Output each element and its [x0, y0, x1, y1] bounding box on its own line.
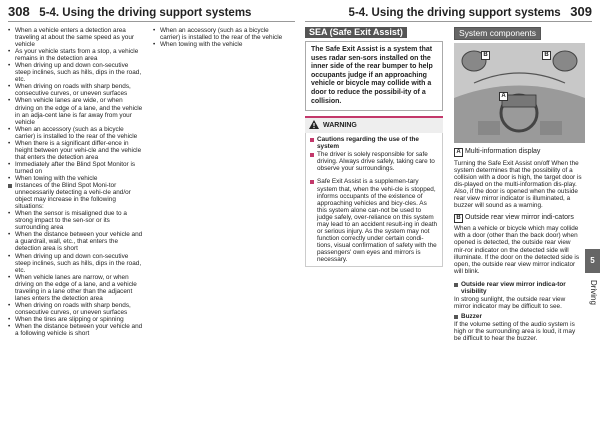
- warning-header: [305, 116, 443, 133]
- left-header: [8, 4, 251, 19]
- column-3: [305, 27, 443, 267]
- callout-b-left: B: [481, 51, 490, 60]
- warning-box: [305, 133, 443, 267]
- list-item: • When driving on roads with sharp bends, consecutive curves, or uneven surfaces: [8, 83, 143, 97]
- left-section-title: 5-4. Using the driving support systems: [39, 7, 252, 19]
- right-header: [349, 4, 592, 19]
- system-components-title: System components: [454, 27, 541, 40]
- list-item: • When there is a significant differ-ence in height between your vehi-cle and the vehicle that enters the detection area: [8, 140, 143, 161]
- right-header-rule: [305, 21, 592, 22]
- list-item: • When a vehicle enters a detection area traveling at about the same speed as your vehicle: [8, 27, 143, 48]
- list-item: • When vehicle lanes are wide, or when driving on the edge of a lane, and the vehicle in an adja-cent lane is far away from your vehicle: [8, 97, 143, 125]
- list-item: • When an accessory (such as a bicycle carrier) is installed to the rear of the vehicle: [153, 27, 288, 41]
- component-b-title: Outside rear view mirror indi-cators: [464, 214, 574, 222]
- right-page-number: 309: [570, 4, 592, 19]
- component-b-text: When a vehicle or bicycle which may collide with a door (other than the back door) when opened is detected, the outside rear view mir-ror indicator on the detected side will illuminate. If the door on the detected side is open, the outside rear view mirror indicator will blink.: [454, 225, 580, 275]
- component-a-heading: [454, 148, 582, 157]
- left-page-number: 308: [8, 4, 30, 19]
- left-header-rule: [8, 21, 295, 22]
- warning-label: WARNING: [323, 122, 357, 130]
- list-item: • When driving on roads with sharp bends, consecutive curves, or uneven surfaces: [8, 302, 143, 316]
- caution-item: Safe Exit Assist is a supplemen-tary system that, when the vehi-cle is stopped, informs occupants of the existence of approaching vehicles and bicy-cles. As this system alone can-not be used to judge safely, over-reliance on this system may lead to an accident result-ing in death or serious injury. As the system may not function correctly under certain condi-tions, visual confirmation of safety with the passengers' own eyes and mirrors is necessary.: [310, 178, 438, 263]
- list-item: • When towing with the vehicle: [153, 41, 288, 48]
- warning-triangle-icon: [309, 120, 319, 131]
- list-item: • When the distance between your vehicle and a guardrail, wall, etc., that enters the detection area is short: [8, 231, 143, 252]
- list-item: • When driving up and down con-secutive steep inclines, such as hills, dips in the road, etc.: [8, 253, 143, 274]
- column-4: [454, 27, 582, 342]
- list-item: • As your vehicle starts from a stop, a vehicle remains in the detection area: [8, 48, 143, 62]
- list-item: • When vehicle lanes are narrow, or when driving on the edge of a lane, and a vehicle traveling in a lane other than the adjacent lanes enters the detection area: [8, 274, 143, 302]
- visibility-text: In strong sunlight, the outside rear view mirror indicator may be difficult to see.: [454, 295, 566, 310]
- column-1: [8, 27, 143, 337]
- label-b-box: B: [454, 214, 463, 223]
- detection-list-2: [8, 210, 143, 337]
- list-item: • When an accessory (such as a bicycle carrier) is installed to the rear of the vehicle: [8, 126, 143, 140]
- list-item: • When the sensor is misaligned due to a strong impact to the sen-sor or its surrounding area: [8, 210, 143, 231]
- component-b-heading: [454, 213, 582, 223]
- caution-title: Cautions regarding the use of the system: [310, 136, 438, 150]
- component-a-title: Multi-information display: [464, 148, 541, 156]
- callout-b-right: B: [542, 51, 551, 60]
- sea-section-title: SEA (Safe Exit Assist): [305, 27, 407, 38]
- unnecessary-detection-para: Instances of the Blind Spot Moni-tor unnecessarily detecting a vehi-cle and/or object may increase in the following situations:: [8, 182, 143, 210]
- right-section-title: 5-4. Using the driving support systems: [348, 7, 561, 19]
- list-item: • When driving up and down con-secutive steep inclines, such as hills, dips in the road, etc.: [8, 62, 143, 83]
- cockpit-illustration: [454, 43, 585, 143]
- visibility-subheading: Outside rear view mirror indica-tor visibility: [454, 281, 582, 295]
- detection-list-1: [8, 27, 143, 182]
- caution-item: The driver is solely responsible for safe driving. Always drive safely, taking care to observe your surroundings.: [310, 151, 438, 172]
- list-item: • Immediately after the Blind Spot Monitor is turned on: [8, 161, 143, 175]
- callout-a: A: [499, 92, 508, 101]
- buzzer-text: If the volume setting of the audio system is high or the surrounding area is loud, it may be difficult to hear the buzzer.: [454, 320, 576, 343]
- list-item: • When the tires are slipping or spinning: [8, 316, 143, 323]
- buzzer-subheading: Buzzer: [454, 313, 582, 320]
- list-item: • When towing with the vehicle: [8, 175, 143, 182]
- cockpit-drawing: [454, 43, 585, 143]
- column-2: [153, 27, 288, 48]
- chapter-label: Driving: [589, 280, 598, 305]
- component-a-text: Turning the Safe Exit Assist on/off When the system determines that the possibility of a collision with a door is high, the target door is dis-played on the multi-information dis-play. Also, if the door is opened when the outside rear view mirror indicator is illuminated, a buzzer will sound as a warning.: [454, 160, 582, 210]
- label-a-box: A: [454, 148, 463, 157]
- sea-intro-box: The Safe Exit Assist is a system that uses radar sen-sors installed on the inner side of the rear bumper to help occupants judge if an approaching vehicle or bicycle may collide with a door to reduce the possibil-ity of a collision.: [305, 41, 443, 111]
- chapter-tab: 5: [585, 249, 600, 273]
- detection-list-3: [153, 27, 288, 48]
- list-item: • When the distance between your vehicle and a following vehicle is short: [8, 323, 143, 337]
